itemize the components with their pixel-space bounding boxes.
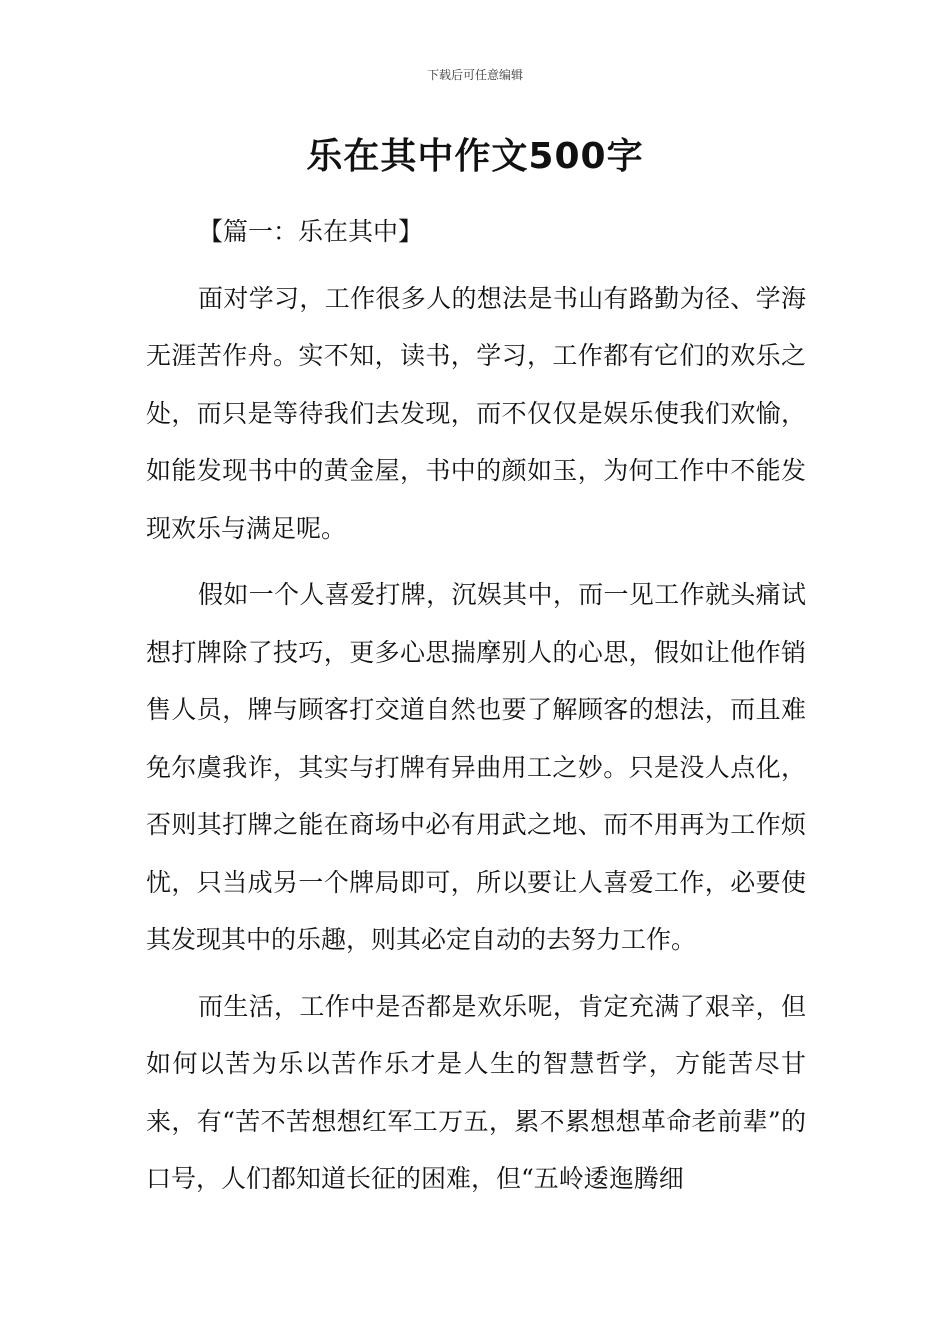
paragraph: 而生活，工作中是否都是欢乐呢，肯定充满了艰辛，但如何以苦为乐以苦作乐才是人生的智慧哲学，方能苦尽甘来，有“苦不苦想想红军工万五，累不累想想革命老前辈”的口号，人们都知道长征的困难，但“五岭逶迤腾细	[146, 991, 806, 1193]
document-body	[146, 203, 806, 1208]
paragraph: 假如一个人喜爱打牌，沉娱其中，而一见工作就头痛试想打牌除了技巧，更多心思揣摩别人的心思，假如让他作销售人员，牌与顾客打交道自然也要了解顾客的想法，而且难免尔虞我诈，其实与打牌有异曲用工之妙。只是没人点化，否则其打牌之能在商场中必有用武之地、而不用再为工作烦忧，只当成另一个牌局即可，所以要让人喜爱工作，必要使其发现其中的乐趣，则其必定自动的去努力工作。	[146, 580, 806, 954]
document-title: 乐在其中作文500字	[306, 136, 644, 177]
paragraph: 面对学习，工作很多人的想法是书山有路勤为径、学海无涯苦作舟。实不知，读书，学习，工作都有它们的欢乐之处，而只是等待我们去发现，而不仅仅是娱乐使我们欢愉，如能发现书中的黄金屋，书中的颜如玉，为何工作中不能发现欢乐与满足呢。	[146, 283, 806, 543]
section-heading: 【篇一：乐在其中】	[198, 217, 424, 246]
header-note: 下载后可任意编辑	[426, 68, 523, 82]
